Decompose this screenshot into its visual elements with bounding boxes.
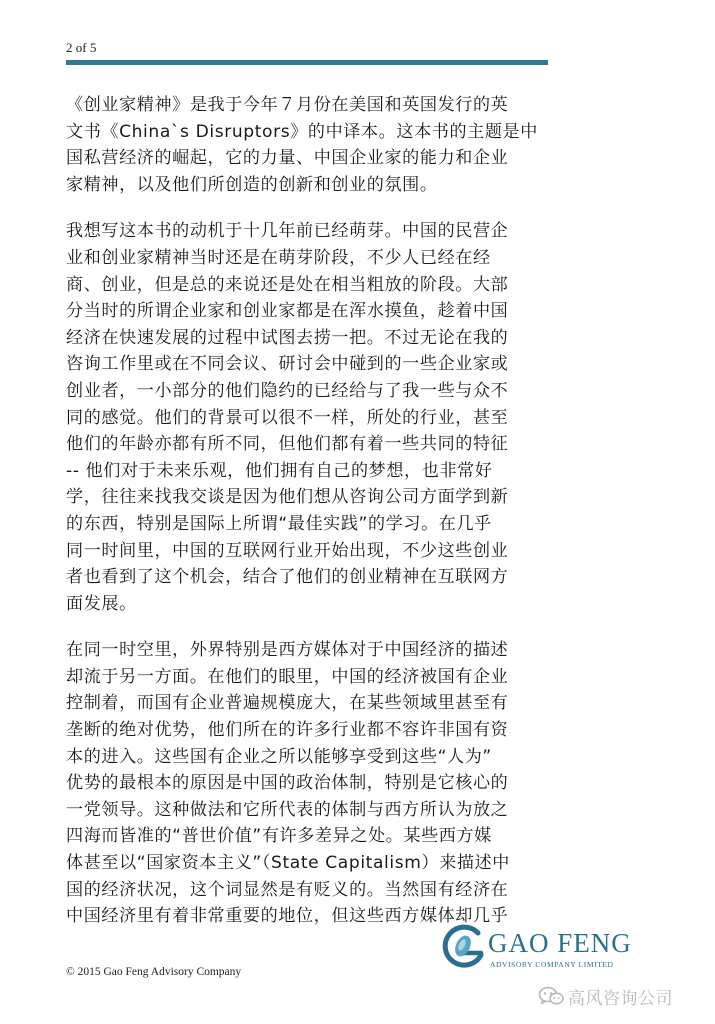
wechat-account-name: 高风咨询公司 <box>568 988 673 1009</box>
paragraph-3 <box>66 637 548 930</box>
text-line: 者也看到了这个机会，结合了他们的创业精神在互联网方 <box>66 567 509 588</box>
text-line: 一党领导。这种做法和它所代表的体制与西方所认为放之 <box>66 799 509 820</box>
gao-feng-g-mark-icon <box>442 924 486 972</box>
text-line: 商、创业，但是总的来说还是处在相当粗放的阶段。大部 <box>66 274 509 295</box>
text-line: 面发展。 <box>66 593 137 614</box>
logo-subtitle: ADVISORY COMPANY LIMITED <box>490 960 614 969</box>
text-line: 在同一时空里，外界特别是西方媒体对于中国经济的描述 <box>66 640 509 661</box>
document-body <box>66 92 548 950</box>
text-line: 垄断的绝对优势，他们所在的许多行业都不容许非国有资 <box>66 720 509 741</box>
gao-feng-logo <box>442 924 632 976</box>
text-line: 文书《China`s Disruptors》的中译本。这本书的主题是中 <box>66 121 538 142</box>
text-line: -- 他们对于未来乐观，他们拥有自己的梦想，也非常好 <box>66 460 493 481</box>
text-line: 四海而皆准的“普世价值”有许多差异之处。某些西方媒 <box>66 826 492 847</box>
text-line: 却流于另一方面。在他们的眼里，中国的经济被国有企业 <box>66 666 509 687</box>
text-line: 优势的最根本的原因是中国的政治体制，特别是它核心的 <box>66 773 509 794</box>
logo-wordmark: GAO FENG <box>488 928 632 958</box>
header-rule <box>66 60 548 65</box>
text-line: 咨询工作里或在不同会议、研讨会中碰到的一些企业家或 <box>66 354 509 375</box>
text-line: 我想写这本书的动机于十几年前已经萌芽。中国的民营企 <box>66 221 509 242</box>
copyright-notice: © 2015 Gao Feng Advisory Company <box>66 966 242 978</box>
wechat-icon <box>538 986 564 1006</box>
text-line: 创业者，一小部分的他们隐约的已经给与了我一些与众不 <box>66 380 509 401</box>
wechat-watermark <box>538 984 673 1008</box>
page-number: 2 of 5 <box>66 40 97 55</box>
paragraph-2 <box>66 218 548 617</box>
text-line: 家精神，以及他们所创造的创新和创业的氛围。 <box>66 174 438 195</box>
text-line: 中国经济里有着非常重要的地位，但这些西方媒体却几乎 <box>66 906 509 927</box>
text-line: 业和创业家精神当时还是在萌芽阶段，不少人已经在经 <box>66 247 491 268</box>
text-line: 他们的年龄亦都有所不同，但他们都有着一些共同的特征 <box>66 434 509 455</box>
text-line: 国私营经济的崛起，它的力量、中国企业家的能力和企业 <box>66 148 509 169</box>
text-line: 的东西，特别是国际上所谓“最佳实践”的学习。在几乎 <box>66 513 492 534</box>
text-line: 体甚至以“国家资本主义”（State Capitalism）来描述中 <box>66 853 510 874</box>
paragraph-1 <box>66 92 548 198</box>
text-line: 经济在快速发展的过程中试图去捞一把。不过无论在我的 <box>66 327 509 348</box>
text-line: 本的进入。这些国有企业之所以能够享受到这些“人为” <box>66 746 492 767</box>
text-line: 控制着，而国有企业普遍规模庞大，在某些领域里甚至有 <box>66 693 509 714</box>
text-line: 分当时的所谓企业家和创业家都是在浑水摸鱼，趁着中国 <box>66 301 509 322</box>
text-line: 同的感觉。他们的背景可以很不一样，所处的行业，甚至 <box>66 407 509 428</box>
text-line: 同一时间里，中国的互联网行业开始出现，不少这些创业 <box>66 540 509 561</box>
text-line: 《创业家精神》是我于今年７月份在美国和英国发行的英 <box>66 95 509 115</box>
text-line: 国的经济状况，这个词显然是有贬义的。当然国有经济在 <box>66 879 509 900</box>
text-line: 学，往往来找我交谈是因为他们想从咨询公司方面学到新 <box>66 487 509 508</box>
